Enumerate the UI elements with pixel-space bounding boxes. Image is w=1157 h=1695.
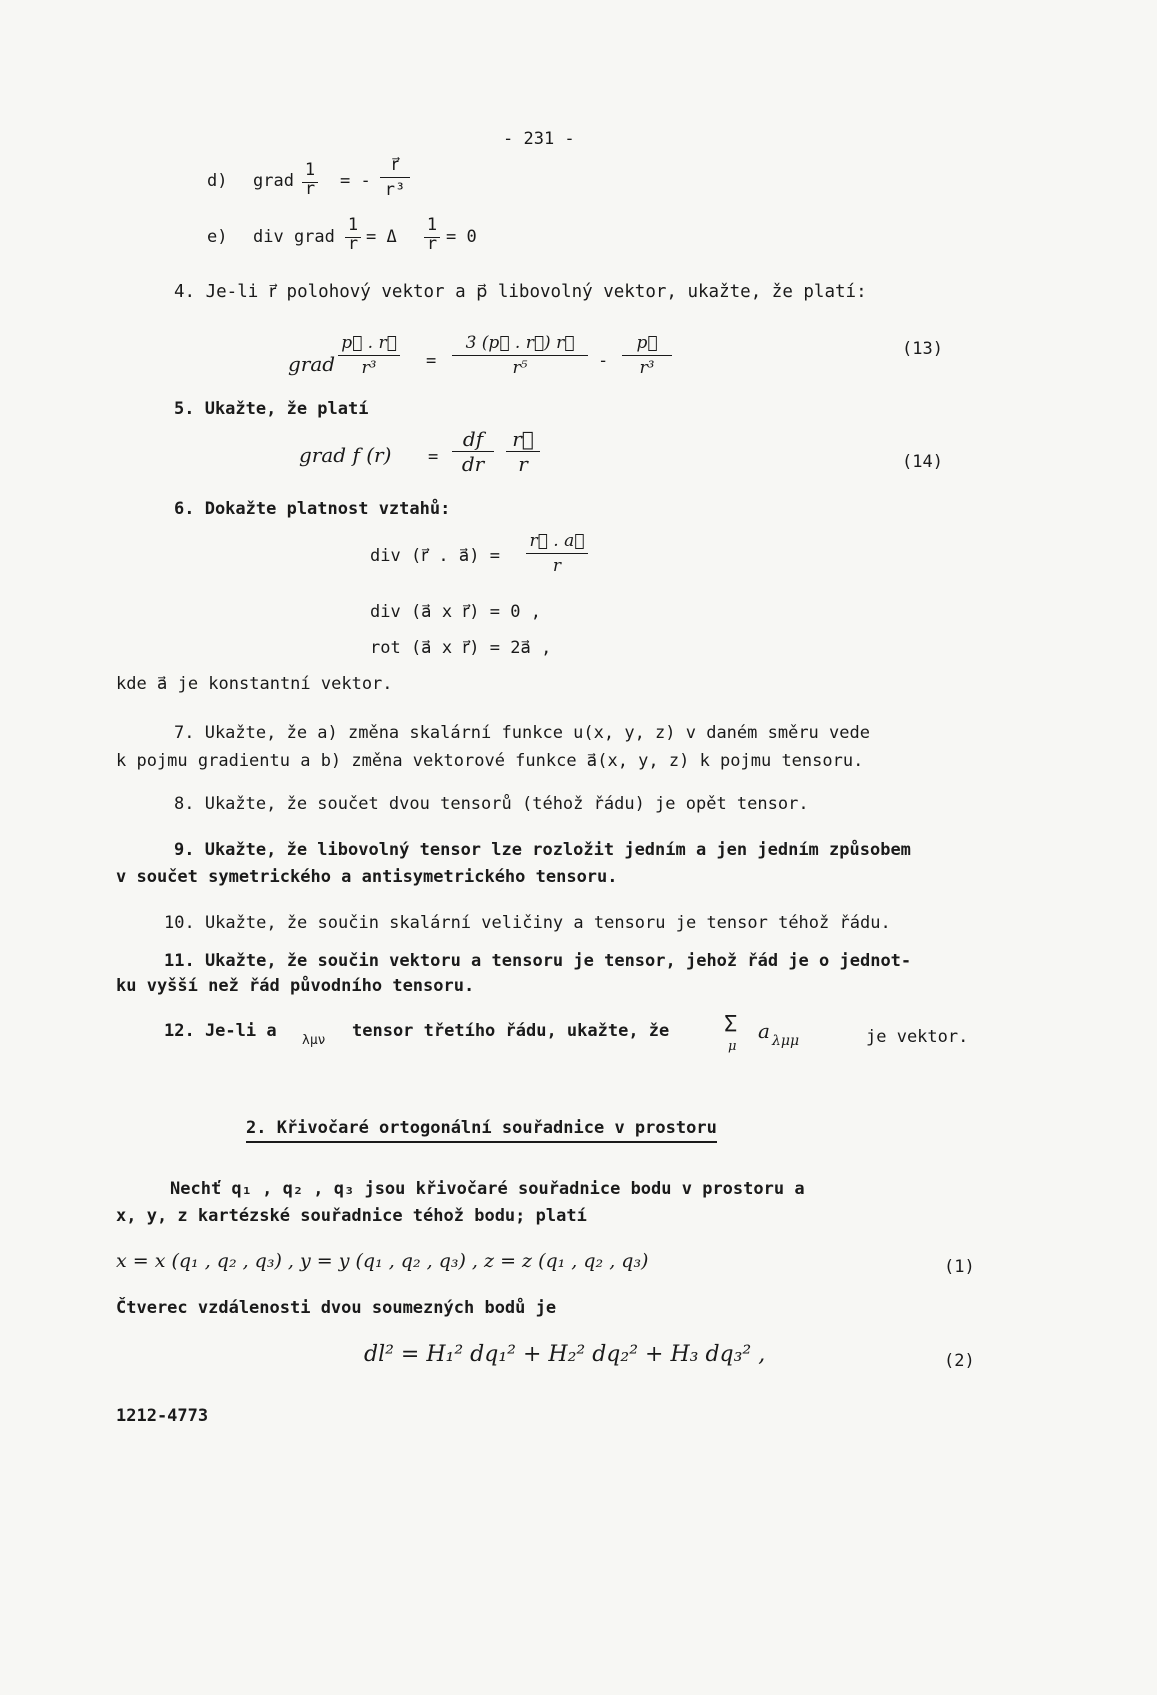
- problem-6-note: kde a⃗ je konstantní vektor.: [116, 674, 393, 694]
- problem-4-text: 4. Je-li r⃗ polohový vektor a p⃗ libovolný vektor, ukažte, že platí:: [174, 282, 867, 302]
- problem-8: 8. Ukažte, že součet dvou tensorů (téhož řádu) je opět tensor.: [174, 794, 809, 814]
- problem-10: 10. Ukažte, že součin skalární veličiny a tensoru je tensor téhož řádu.: [164, 913, 891, 933]
- item-e-rhs: = 0: [446, 227, 477, 247]
- problem-5-fraction-1: df dr: [452, 428, 494, 475]
- problem-4-grad: grad: [288, 352, 336, 376]
- item-d-label: d): [207, 171, 228, 191]
- equation-1: x = x (q₁ , q₂ , q₃) , y = y (q₁ , q₂ , q₃) , z = z (q₁ , q₂ , q₃): [116, 1250, 649, 1272]
- page-number: - 231 -: [503, 129, 575, 149]
- problem-12-start: 12. Je-li a: [164, 1021, 277, 1041]
- problem-9-line-1: 9. Ukažte, že libovolný tensor lze rozložit jedním a jen jedním způsobem: [174, 840, 911, 860]
- section-heading: 2. Křivočaré ortogonální souřadnice v prostoru: [246, 1117, 717, 1143]
- equation-number-14: (14): [902, 452, 943, 472]
- section-paragraph-line-2: x, y, z kartézské souřadnice téhož bodu; platí: [116, 1206, 587, 1226]
- equation-2: dl² = H₁² dq₁² + H₂² dq₂² + H₃ dq₃² ,: [364, 1342, 766, 1367]
- problem-4-equals: =: [426, 351, 437, 371]
- problem-5-text: 5. Ukažte, že platí: [174, 399, 369, 419]
- item-e-label: e): [207, 227, 228, 247]
- problem-12-mid: tensor třetího řádu, ukažte, že: [352, 1021, 670, 1041]
- problem-11-line-1: 11. Ukažte, že součin vektoru a tensoru je tensor, jehož řád je o jednot-: [164, 951, 912, 971]
- problem-12-term: a: [758, 1019, 770, 1043]
- item-e-fraction-2: 1 r: [424, 214, 440, 255]
- problem-6-text: 6. Dokažte platnost vztahů:: [174, 499, 451, 519]
- problem-5-lhs: grad f (r): [299, 443, 392, 467]
- problem-9-line-2: v součet symetrického a antisymetrického tensoru.: [116, 867, 618, 887]
- item-d-fraction: 1 r: [302, 159, 318, 200]
- item-e-mid: = Δ: [366, 227, 397, 247]
- footer-code: 1212-4773: [116, 1406, 209, 1426]
- item-d-equals: = -: [340, 171, 371, 191]
- problem-4-minus: -: [598, 351, 609, 371]
- problem-5-fraction-2: r⃗ r: [506, 428, 540, 475]
- problem-6-line-3: rot (a⃗ x r⃗) = 2a⃗ ,: [370, 638, 552, 658]
- item-e-lhs: div grad: [253, 227, 335, 247]
- problem-12-term-sub: λμμ: [772, 1033, 800, 1049]
- item-e-fraction-1: 1 r: [345, 214, 361, 255]
- equation-number-13: (13): [902, 339, 943, 359]
- problem-4-fraction-3: p⃗ r³: [622, 332, 672, 379]
- problem-7-line-2: k pojmu gradientu a b) změna vektorové funkce a⃗(x, y, z) k pojmu tensoru.: [116, 751, 864, 771]
- problem-6-line-2: div (a⃗ x r⃗) = 0 ,: [370, 602, 541, 622]
- equation-number-2: (2): [944, 1351, 975, 1371]
- problem-11-line-2: ku vyšší než řád původního tensoru.: [116, 976, 475, 996]
- sum-symbol: Σ: [724, 1012, 738, 1037]
- item-d-lhs: grad: [253, 171, 294, 191]
- problem-6-line-1: div (r⃗ . a⃗) =: [370, 546, 500, 566]
- sum-subscript: μ: [728, 1039, 737, 1054]
- problem-4-fraction-2: 3 (p⃗ . r⃗) r⃗ r⁵: [452, 332, 588, 379]
- item-d-rhs-fraction: r⃗ r³: [380, 154, 410, 201]
- problem-6-line-1-fraction: r⃗ . a⃗ r: [526, 530, 588, 577]
- section-paragraph-2: Čtverec vzdálenosti dvou soumezných bodů je: [116, 1298, 557, 1318]
- problem-12-end: je vektor.: [866, 1027, 969, 1047]
- equation-number-1: (1): [944, 1257, 975, 1277]
- problem-12-sub: λμν: [302, 1033, 326, 1048]
- section-paragraph-line-1: Nechť q₁ , q₂ , q₃ jsou křivočaré souřadnice bodu v prostoru a: [170, 1179, 805, 1199]
- problem-4-fraction-1: p⃗ . r⃗ r³: [338, 332, 400, 379]
- problem-7-line-1: 7. Ukažte, že a) změna skalární funkce u(x, y, z) v daném směru vede: [174, 723, 870, 743]
- problem-5-equals: =: [428, 447, 439, 467]
